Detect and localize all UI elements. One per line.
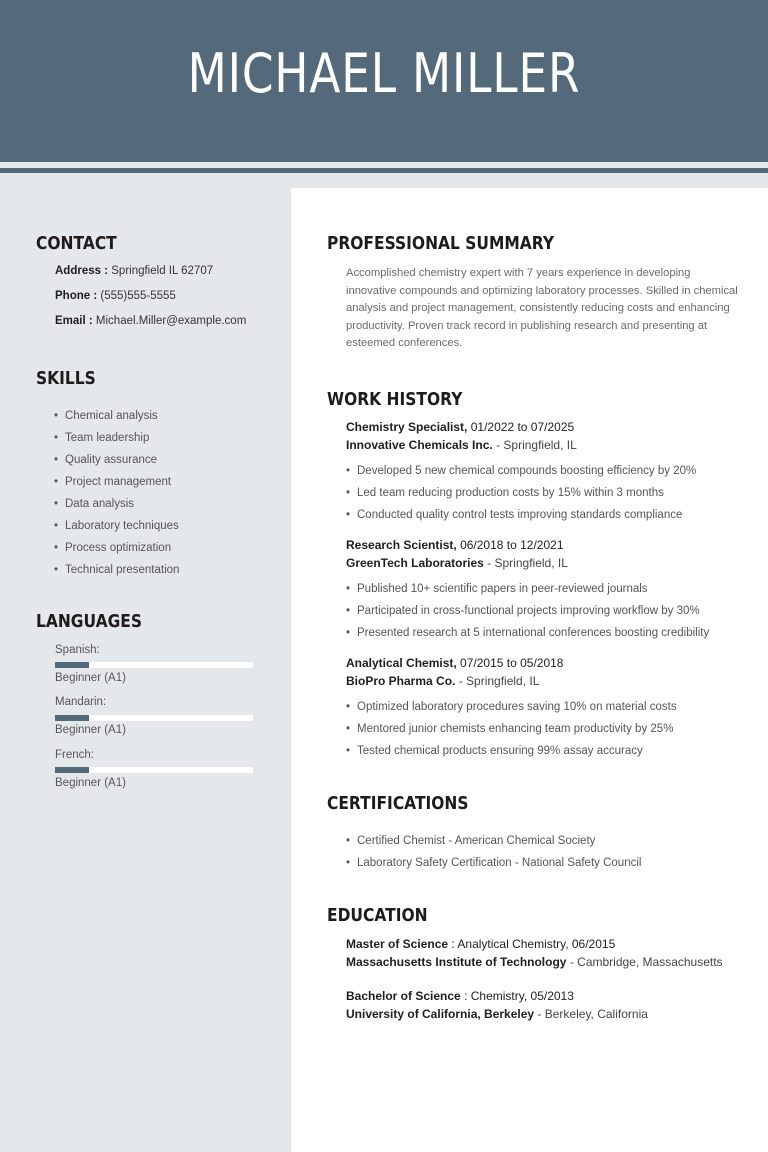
list-item: • Participated in cross-functional projects improving workflow by 30% — [346, 600, 709, 622]
list-item: • Data analysis — [54, 493, 179, 515]
language-level: Beginner (A1) — [55, 724, 126, 736]
list-item: • Laboratory techniques — [54, 515, 179, 537]
school-location: - Berkeley, California — [537, 1007, 648, 1021]
job-location: - Springfield, IL — [496, 438, 577, 452]
job-company-line — [346, 556, 568, 570]
job-role: Research Scientist, — [346, 538, 457, 552]
language-bar — [55, 662, 253, 668]
job-location: - Springfield, IL — [487, 556, 568, 570]
candidate-name: MICHAEL MILLER — [187, 42, 581, 105]
language-name: French: — [55, 749, 94, 761]
job-title-line — [346, 538, 564, 552]
language-level: Beginner (A1) — [55, 777, 126, 789]
education-heading: EDUCATION — [327, 905, 428, 926]
resume-header — [0, 0, 768, 162]
degree: Bachelor of Science — [346, 989, 461, 1003]
job-bullets — [346, 696, 677, 762]
job-bullets — [346, 460, 696, 526]
list-item: • Certified Chemist - American Chemical Society — [346, 830, 641, 852]
job-company-line — [346, 674, 539, 688]
language-bar — [55, 715, 253, 721]
list-item: • Chemical analysis — [54, 405, 179, 427]
summary-heading: PROFESSIONAL SUMMARY — [327, 233, 555, 254]
language-bar-fill — [55, 767, 89, 773]
contact-address — [55, 265, 213, 277]
school: Massachusetts Institute of Technology — [346, 955, 567, 969]
job-role: Analytical Chemist, — [346, 656, 457, 670]
school: University of California, Berkeley — [346, 1007, 535, 1021]
list-item: • Tested chemical products ensuring 99% assay accuracy — [346, 740, 677, 762]
sidebar — [0, 188, 291, 1152]
list-item: • Quality assurance — [54, 449, 179, 471]
job-bullets — [346, 578, 709, 644]
education-degree-line — [346, 937, 615, 951]
degree-detail: : Analytical Chemistry, 06/2015 — [451, 937, 616, 951]
job-title-line — [346, 656, 563, 670]
list-item: • Led team reducing production costs by 15% within 3 months — [346, 482, 696, 504]
job-dates: 07/2015 to 05/2018 — [460, 656, 564, 670]
contact-email — [55, 315, 246, 327]
language-name: Spanish: — [55, 644, 100, 656]
job-location: - Springfield, IL — [458, 674, 540, 688]
job-title-line — [346, 420, 574, 434]
list-item: • Presented research at 5 international conferences boosting credibility — [346, 622, 709, 644]
job-role: Chemistry Specialist, — [346, 420, 468, 434]
language-level: Beginner (A1) — [55, 672, 126, 684]
job-company: BioPro Pharma Co. — [346, 674, 456, 688]
education-degree-line — [346, 989, 574, 1003]
header-divider — [0, 168, 768, 173]
school-location: - Cambridge, Massachusetts — [569, 955, 723, 969]
language-name: Mandarin: — [55, 696, 107, 708]
list-item: • Team leadership — [54, 427, 179, 449]
job-dates: 01/2022 to 07/2025 — [470, 420, 575, 434]
list-item: • Published 10+ scientific papers in peer-reviewed journals — [346, 578, 709, 600]
contact-phone — [55, 290, 176, 302]
address-label: Address : — [55, 265, 109, 277]
language-bar-fill — [55, 715, 89, 721]
list-item: • Project management — [54, 471, 179, 493]
list-item: • Technical presentation — [54, 559, 179, 581]
job-company: Innovative Chemicals Inc. — [346, 438, 493, 452]
contact-heading: CONTACT — [36, 233, 117, 254]
language-bar-fill — [55, 662, 89, 668]
list-item: • Process optimization — [54, 537, 179, 559]
job-company: GreenTech Laboratories — [346, 556, 484, 570]
phone-label: Phone : — [55, 290, 98, 302]
job-dates: 06/2018 to 12/2021 — [460, 538, 564, 552]
degree-detail: : Chemistry, 05/2013 — [464, 989, 574, 1003]
list-item: • Conducted quality control tests improving standards compliance — [346, 504, 696, 526]
education-school-line — [346, 1007, 648, 1021]
list-item: • Developed 5 new chemical compounds boosting efficiency by 20% — [346, 460, 696, 482]
list-item: • Laboratory Safety Certification - National Safety Council — [346, 852, 641, 874]
list-item: • Mentored junior chemists enhancing team productivity by 25% — [346, 718, 677, 740]
certifications-heading: CERTIFICATIONS — [327, 793, 469, 814]
email-value: Michael.Miller@example.com — [95, 315, 247, 327]
address-value: Springfield IL 62707 — [111, 265, 214, 277]
phone-value: (555)555-5555 — [100, 290, 176, 302]
work-history-heading: WORK HISTORY — [327, 389, 463, 410]
languages-heading: LANGUAGES — [36, 611, 143, 632]
email-label: Email : — [55, 315, 93, 327]
skills-heading: SKILLS — [36, 368, 96, 389]
language-bar — [55, 767, 253, 773]
degree: Master of Science — [346, 937, 449, 951]
summary-text: Accomplished chemistry expert with 7 years experience in developing innovative compounds and optimizing laboratory processes. Skilled in chemical analysis and project management, consistently reducing costs and enhancing productivity. Proven track record in publishing research and presenting at esteemed conferences. — [346, 267, 738, 350]
skills-list — [54, 405, 179, 581]
education-school-line — [346, 955, 723, 969]
job-company-line — [346, 438, 577, 452]
list-item: • Optimized laboratory procedures saving 10% on material costs — [346, 696, 677, 718]
certifications-list — [346, 830, 641, 874]
